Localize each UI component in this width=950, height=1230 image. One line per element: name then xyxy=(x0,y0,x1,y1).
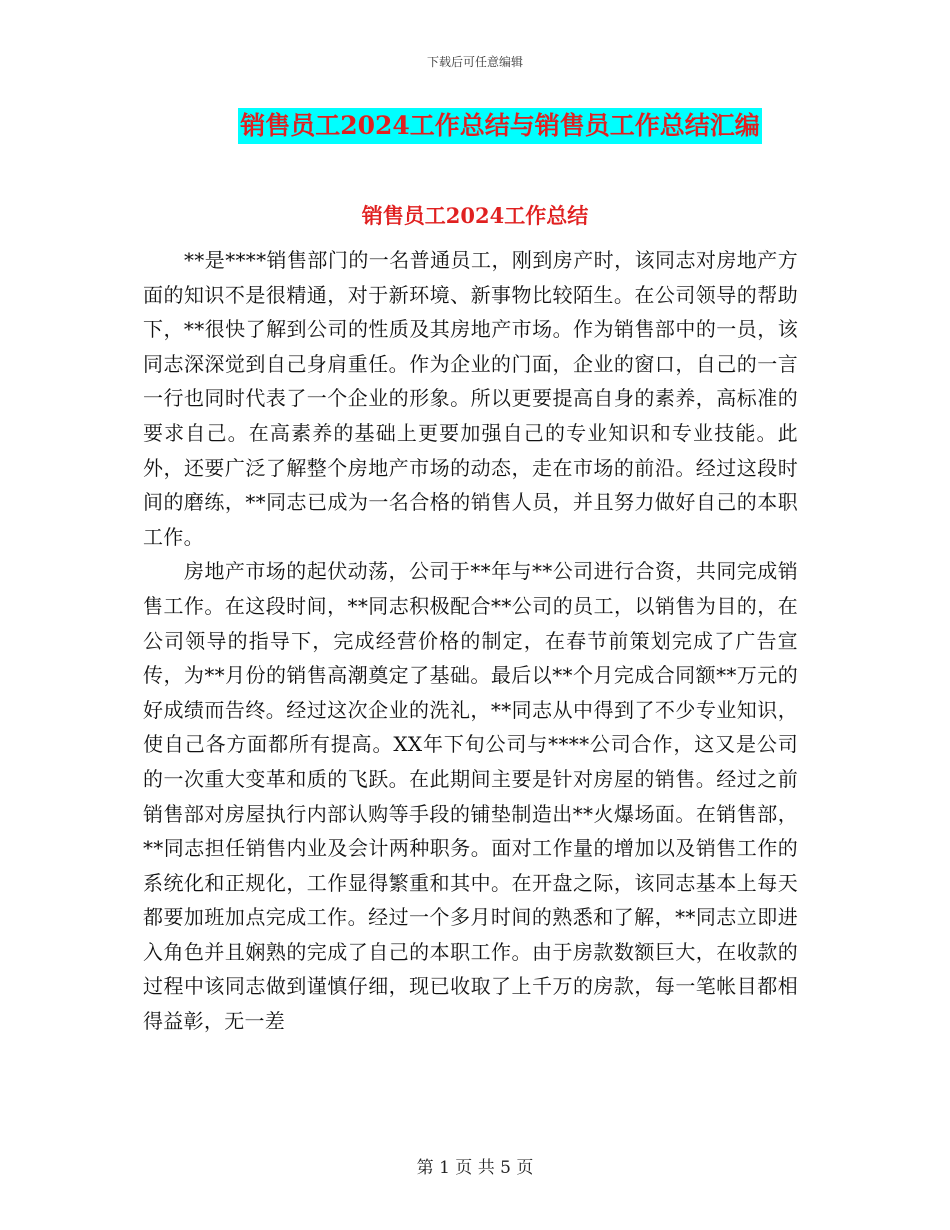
section-title: 销售员工2024工作总结 xyxy=(361,203,589,228)
body-text xyxy=(143,243,798,1039)
page-number-footer: 第 1 页 共 5 页 xyxy=(416,1158,534,1178)
document-title-wrapper xyxy=(0,108,950,144)
paragraph-2: 房地产市场的起伏动荡，公司于**年与**公司进行合资，共同完成销售工作。在这段时间，**同志积极配合**公司的员工，以销售为目的，在公司领导的指导下，完成经营价格的制定，在春节前策划完成了广告宣传，为**月份的销售高潮奠定了基础。最后以**个月完成合同额**万元的好成绩而告终。经过这次企业的洗礼，**同志从中得到了不少专业知识，使自己各方面都所有提高。XX年下旬公司与****公司合作，这又是公司的一次重大变革和质的飞跃。在此期间主要是针对房屋的销售。经过之前销售部对房屋执行内部认购等手段的铺垫制造出**火爆场面。在销售部，**同志担任销售内业及会计两种职务。面对工作量的增加以及销售工作的系统化和正规化，工作显得繁重和其中。在开盘之际，该同志基本上每天都要加班加点完成工作。经过一个多月时间的熟悉和了解，**同志立即进入角色并且娴熟的完成了自己的本职工作。由于房款数额巨大，在收款的过程中该同志做到谨慎仔细，现已收取了上千万的房款，每一笔帐目都相得益彰，无一差 xyxy=(143,559,798,1034)
document-title: 销售员工2024工作总结与销售员工作总结汇编 xyxy=(238,108,762,144)
header-note: 下载后可任意编辑 xyxy=(426,55,523,69)
paragraph-1: **是****销售部门的一名普通员工，刚到房产时，该同志对房地产方面的知识不是很精通，对于新环境、新事物比较陌生。在公司领导的帮助下，**很快了解到公司的性质及其房地产市场。作为销售部中的一员，该同志深深觉到自己身肩重任。作为企业的门面，企业的窗口，自己的一言一行也同时代表了一个企业的形象。所以更要提高自身的素养，高标准的要求自己。在高素养的基础上更要加强自己的专业知识和专业技能。此外，还要广泛了解整个房地产市场的动态，走在市场的前沿。经过这段时间的磨练，**同志已成为一名合格的销售人员，并且努力做好自己的本职工作。 xyxy=(143,248,798,549)
